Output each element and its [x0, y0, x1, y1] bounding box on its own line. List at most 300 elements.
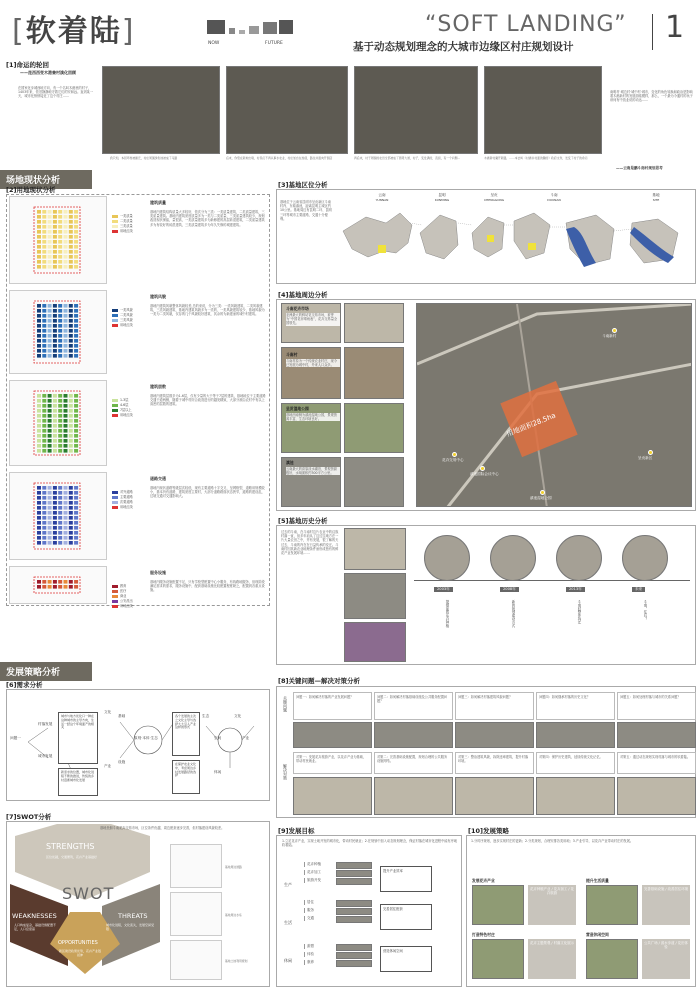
building-cell: [48, 541, 52, 545]
fate-photo-1: [102, 66, 220, 154]
building-cell: [69, 419, 73, 423]
legend-label: 二类质量: [120, 219, 133, 223]
building-cell: [74, 409, 78, 413]
building-cell: [53, 324, 57, 328]
goal-subitem: 康养: [304, 960, 314, 965]
goal-photo: [336, 878, 372, 885]
building-cell: [64, 255, 68, 259]
building-cell: [37, 240, 41, 244]
building-cell: [74, 344, 78, 348]
keyissue-question-1: 问题一：如何解决村落的产业发展问题？: [293, 692, 372, 720]
building-cell: [53, 329, 57, 333]
header-divider: [652, 14, 653, 50]
building-cell: [64, 394, 68, 398]
fate-intro-text: 在国家化步城西地方向，有一个名叫木港里的村子，1403年来，依旧静静地守着它们的安和远。直到某一天，城市化悄悄接近了这个村庄……: [18, 86, 94, 99]
legend-label: 教育: [120, 584, 127, 588]
location-place-site: [636, 193, 676, 202]
landuse-label: [2]用地现状分析: [6, 186, 56, 194]
swot-intro: 基地坐拥斗南花卉交易市场，区位条件优越，周边配套逐步完善，但村落建设风貌较差。: [100, 826, 225, 830]
building-cell: [53, 235, 57, 239]
building-cell: [48, 526, 52, 530]
building-cell: [42, 449, 46, 453]
legend-swatch: [112, 324, 118, 327]
building-cell: [69, 501, 73, 505]
building-cell: [53, 304, 57, 308]
building-cell: [48, 404, 52, 408]
building-cell: [69, 531, 73, 535]
building-cell: [58, 491, 62, 495]
devstrat-item-text: 完善基础设施 / 改善居住环境: [642, 885, 690, 925]
building-cell: [74, 444, 78, 448]
demand-node: 设施: [118, 760, 126, 764]
demand-node: 城市发展: [38, 754, 53, 758]
place-cn: 斗南: [550, 193, 558, 197]
building-cell: [58, 419, 62, 423]
building-cell: [74, 536, 78, 540]
surround-photo-6: [344, 347, 404, 399]
building-cell: [42, 324, 46, 328]
building-cell: [64, 349, 68, 353]
building-cell: [58, 255, 62, 259]
building-cell: [37, 230, 41, 234]
building-cell: [69, 210, 73, 214]
building-cell: [69, 585, 73, 589]
fate-caption-4: 木港新村魔开新路，……本去叫《村港书村面的魏的》政府文件，发变了村子的命运: [484, 156, 588, 160]
landuse-map-2: [9, 290, 107, 374]
demand-node: 原则·本体·生态: [134, 736, 158, 740]
legend-label: 主要道路: [120, 495, 133, 499]
building-cell: [74, 220, 78, 224]
building-cell: [53, 220, 57, 224]
building-cell: [74, 521, 78, 525]
building-cell: [53, 541, 57, 545]
legend-swatch: [112, 230, 118, 233]
building-cell: [64, 215, 68, 219]
demand-node: 产业: [242, 736, 250, 740]
goal-subitem: 服务: [304, 908, 314, 913]
site-area-label: 用地面积28.5ha: [505, 411, 557, 439]
building-cell: [37, 536, 41, 540]
building-cell: [42, 424, 46, 428]
building-cell: [37, 260, 41, 264]
building-cell: [53, 245, 57, 249]
building-cell: [48, 319, 52, 323]
history-photo-3: [344, 622, 406, 662]
building-cell: [37, 516, 41, 520]
landuse-legend-3: [112, 398, 146, 418]
page-number: 1: [665, 10, 685, 45]
building-cell: [74, 439, 78, 443]
swot-center: SWOT: [62, 884, 115, 903]
building-cell: [64, 511, 68, 515]
legend-label: 公安派出: [120, 599, 133, 603]
building-cell: [42, 314, 46, 318]
site-analysis-bar: 场地现状分析: [0, 170, 92, 189]
building-cell: [69, 344, 73, 348]
building-cell: [74, 309, 78, 313]
building-cell: [74, 245, 78, 249]
building-cell: [74, 541, 78, 545]
building-cell: [53, 526, 57, 530]
fate-label: [1]命运的轮回: [6, 61, 49, 69]
legend-row: [112, 323, 146, 328]
building-cell: [37, 429, 41, 433]
building-cell: [37, 215, 41, 219]
location-label: [3]基地区位分析: [278, 181, 328, 189]
building-cell: [53, 516, 57, 520]
devstrat-item-text: 花卉主题景观 / 村落文化展示: [528, 939, 576, 979]
subtitle: 基于动态规划理念的大城市边缘区村庄规划设计: [353, 41, 574, 53]
building-cell: [64, 501, 68, 505]
history-caption: 提提前的花卉种植: [445, 600, 449, 628]
building-cell: [53, 580, 57, 584]
building-cell: [37, 319, 41, 323]
swot-strengths-text: 区位优越，交通便利，花卉产业基础好: [46, 855, 98, 859]
building-cell: [42, 526, 46, 530]
keyissue-solution-photo: [374, 777, 453, 815]
building-cell: [53, 496, 57, 500]
goal-photo: [336, 900, 372, 907]
swot-map-2: [170, 892, 222, 936]
building-cell: [48, 220, 52, 224]
building-cell: [48, 521, 52, 525]
building-cell: [53, 240, 57, 244]
place-cn: 基地: [652, 193, 660, 197]
fate-end-caption: ——云南是鹏斗南村规划思考: [616, 166, 663, 170]
history-photo-2: [344, 573, 406, 619]
devstrat-photo: [586, 885, 638, 925]
building-cell: [58, 220, 62, 224]
landuse-map-svg: [10, 381, 107, 466]
devstrat-item-text: 花卉种植产业 / 花卉加工 / 花卉旅游: [528, 885, 576, 925]
demand-box-2: 新需求的位置，城市化进程不断的推进，传统的乡村逐渐城市化发展: [58, 768, 98, 796]
building-cell: [48, 424, 52, 428]
building-cell: [37, 414, 41, 418]
demand-node: 休闲: [214, 770, 222, 774]
building-cell: [48, 314, 52, 318]
surround-item-text: 基地西南侧为滇池湿地公园，景观资源丰富，生态环境良好。: [286, 413, 340, 421]
building-cell: [42, 506, 46, 510]
building-cell: [74, 260, 78, 264]
building-cell: [64, 419, 68, 423]
surround-item-title: 斗南花卉市场: [286, 306, 309, 311]
building-cell: [37, 491, 41, 495]
building-cell: [48, 225, 52, 229]
building-cell: [48, 215, 52, 219]
building-cell: [58, 309, 62, 313]
keyissue-solution-4: 对策四：保护历史建筑，延续传统文化记忆。: [536, 752, 615, 774]
building-cell: [48, 230, 52, 234]
goal-box: 完善居住配套: [380, 904, 432, 930]
building-cell: [48, 414, 52, 418]
building-cell: [37, 424, 41, 428]
building-cell: [69, 250, 73, 254]
building-cell: [74, 349, 78, 353]
building-cell: [58, 210, 62, 214]
building-cell: [37, 354, 41, 358]
landuse-map-5: [9, 566, 107, 604]
title-cn-text: 软着陆: [25, 14, 122, 49]
building-cell: [42, 210, 46, 214]
swot-opportunities-text: 新区建设政策优势，花卉产业链延伸: [58, 949, 101, 957]
legend-swatch: [112, 600, 118, 603]
demand-node: 村落发展: [38, 722, 53, 726]
keyissue-question-3: 问题三：如何解决村落建筑风貌问题？: [455, 692, 534, 720]
building-cell: [74, 429, 78, 433]
building-cell: [42, 414, 46, 418]
devstrat-item-title: 营造休闲空间: [586, 932, 609, 937]
building-cell: [53, 210, 57, 214]
keyissue-solution-5: 对策五：通过动态规划实现村落与城市的软着陆。: [617, 752, 696, 774]
building-cell: [58, 580, 62, 584]
legend-label: 用地红线: [120, 323, 133, 327]
building-cell: [58, 245, 62, 249]
building-cell: [48, 434, 52, 438]
building-cell: [69, 314, 73, 318]
building-cell: [37, 399, 41, 403]
building-cell: [74, 531, 78, 535]
keyissue-row-solution: 解决对策: [283, 764, 288, 780]
devstrat-item-text: 公共广场 / 滨水步道 / 花田体验: [642, 939, 690, 979]
building-cell: [37, 439, 41, 443]
building-cell: [69, 444, 73, 448]
building-cell: [37, 245, 41, 249]
building-cell: [64, 506, 68, 510]
building-cell: [58, 324, 62, 328]
building-cell: [48, 240, 52, 244]
building-cell: [69, 511, 73, 515]
building-cell: [69, 404, 73, 408]
building-cell: [69, 521, 73, 525]
building-cell: [37, 486, 41, 490]
building-cell: [42, 339, 46, 343]
building-cell: [69, 516, 73, 520]
building-cell: [69, 394, 73, 398]
aerial-overlay: [417, 304, 692, 507]
building-cell: [74, 354, 78, 358]
building-cell: [64, 265, 68, 269]
devstrat-photo: [586, 939, 638, 979]
building-cell: [69, 329, 73, 333]
china-map: [343, 213, 412, 257]
building-cell: [53, 506, 57, 510]
keyissue-question-4: 问题四：如何继承村落的历史文化？: [536, 692, 615, 720]
goal-photo: [336, 870, 372, 877]
building-cell: [42, 419, 46, 423]
building-cell: [58, 434, 62, 438]
building-cell: [48, 210, 52, 214]
legend-label: 一类质量: [120, 214, 133, 218]
building-cell: [74, 491, 78, 495]
surround-photo-8: [344, 457, 404, 507]
timeline-future: FUTURE: [265, 41, 283, 46]
legend-row: [112, 229, 146, 234]
building-cell: [37, 334, 41, 338]
legend-label: 次要道路: [120, 500, 133, 504]
building-cell: [64, 439, 68, 443]
building-cell: [37, 531, 41, 535]
building-cell: [42, 501, 46, 505]
swot-weaknesses: WEAKNESSES: [12, 912, 57, 920]
legend-swatch: [112, 319, 118, 322]
title-cn: [软着陆]: [12, 14, 136, 49]
building-cell: [69, 304, 73, 308]
place-cn: 呈贡: [490, 193, 498, 197]
building-cell: [42, 230, 46, 234]
building-cell: [58, 521, 62, 525]
building-cell: [64, 585, 68, 589]
building-cell: [58, 501, 62, 505]
building-cell: [42, 225, 46, 229]
building-cell: [64, 319, 68, 323]
building-cell: [69, 309, 73, 313]
demand-node: 空间: [214, 736, 222, 740]
keyissue-row-problem: 关键问题: [283, 696, 288, 712]
goal-category: 生产: [284, 882, 292, 887]
building-cell: [74, 526, 78, 530]
building-cell: [42, 349, 46, 353]
building-cell: [37, 349, 41, 353]
building-cell: [37, 541, 41, 545]
building-cell: [42, 434, 46, 438]
building-cell: [42, 486, 46, 490]
keyissue-solution-1: 对策一：发展花卉旅游产业，以花卉产业为基础，带动村民就业。: [293, 752, 372, 774]
building-cell: [69, 245, 73, 249]
keyissue-photo: [293, 722, 372, 748]
building-cell: [42, 511, 46, 515]
building-cell: [37, 434, 41, 438]
building-cell: [64, 580, 68, 584]
building-cell: [74, 240, 78, 244]
keyissue-label: [8]关键问题—解决对策分析: [278, 677, 360, 685]
landuse-map-svg: [10, 473, 107, 560]
goal-subitem: 交通: [304, 916, 314, 921]
demand-node: 文化: [234, 714, 242, 718]
building-cell: [64, 329, 68, 333]
building-cell: [42, 329, 46, 333]
building-cell: [37, 250, 41, 254]
swot-map-caption-1: 基地周边道路: [225, 865, 242, 869]
legend-swatch: [112, 225, 118, 228]
building-cell: [48, 329, 52, 333]
building-cell: [37, 506, 41, 510]
swot-threats-text: 城市化进程，文化流失，发展空间受限: [106, 923, 155, 931]
history-year: 2003年: [434, 587, 453, 592]
building-cell: [53, 334, 57, 338]
building-cell: [37, 526, 41, 530]
surround-photo-5: [344, 303, 404, 343]
building-cell: [48, 496, 52, 500]
legend-label: 医疗: [120, 589, 127, 593]
building-cell: [53, 250, 57, 254]
building-cell: [64, 245, 68, 249]
building-cell: [42, 585, 46, 589]
building-cell: [48, 309, 52, 313]
building-cell: [53, 255, 57, 259]
building-cell: [69, 265, 73, 269]
fate-photo-2: [226, 66, 348, 154]
landuse-legend-4: [112, 490, 146, 510]
building-cell: [53, 399, 57, 403]
building-cell: [64, 399, 68, 403]
devstrat-item-title: 发展花卉产业: [472, 878, 495, 883]
building-cell: [48, 501, 52, 505]
building-cell: [37, 304, 41, 308]
legend-swatch: [112, 215, 118, 218]
building-cell: [53, 225, 57, 229]
legend-label: 一类风貌: [120, 308, 133, 312]
landuse-map-3: [9, 380, 107, 466]
building-cell: [37, 329, 41, 333]
place-en: YUNNAN: [375, 198, 389, 202]
legend-swatch: [112, 506, 118, 509]
swot-label: [7]SWOT分析: [6, 813, 52, 821]
strategy-bar: 发展策略分析: [0, 662, 92, 681]
building-cell: [48, 531, 52, 535]
building-cell: [42, 496, 46, 500]
goal-subitem: 花卉种植: [304, 862, 321, 867]
building-cell: [69, 486, 73, 490]
building-cell: [42, 541, 46, 545]
building-cell: [69, 580, 73, 584]
building-cell: [37, 235, 41, 239]
keyissue-solution-photo: [293, 777, 372, 815]
goal-category: 生活: [284, 920, 292, 925]
legend-swatch: [112, 220, 118, 223]
building-cell: [53, 319, 57, 323]
building-cell: [74, 230, 78, 234]
poi-marker-icon: [540, 490, 545, 495]
building-cell: [53, 429, 57, 433]
legend-row: [112, 413, 146, 418]
goal-subitem: 花卉加工: [304, 870, 321, 875]
building-cell: [74, 419, 78, 423]
building-cell: [74, 215, 78, 219]
swot-threats: THREATS: [118, 912, 148, 920]
yunnan-highlight: [378, 245, 386, 253]
goals-label: [9]发展目标: [278, 827, 315, 835]
building-cell: [42, 255, 46, 259]
history-intro: 过去的斗南，在斗南村这片农业中的汉族村落一直，但多年前从了这过往地方在一片大量农田之中，并有发展，很了解的天过去，斗南的内在在日益传承的变迁。斗南村因其新农业地理条件而形成独有的鲜花产业发展环境……: [281, 530, 339, 556]
legend-swatch: [112, 605, 118, 608]
place-en: DOUNAN: [547, 198, 561, 202]
building-cell: [74, 225, 78, 229]
building-cell: [48, 585, 52, 589]
building-cell: [74, 434, 78, 438]
landuse-map-svg: [10, 291, 107, 374]
devstrat-photo: [472, 939, 524, 979]
devstrat-item-title: 打造特色村庄: [472, 932, 495, 937]
building-cell: [37, 314, 41, 318]
building-cell: [69, 255, 73, 259]
demand-node: 文化: [104, 710, 112, 714]
building-cell: [37, 394, 41, 398]
building-cell: [53, 521, 57, 525]
building-cell: [42, 265, 46, 269]
building-cell: [58, 531, 62, 535]
demand-node: 问题一: [10, 736, 21, 740]
building-cell: [48, 399, 52, 403]
legend-label: 对外道路: [120, 490, 133, 494]
building-cell: [69, 260, 73, 264]
surround-item-text: 斗南村原为一个传统农业村庄，现今已发展为城中村，外来人口众多。: [286, 359, 340, 367]
building-cell: [69, 324, 73, 328]
building-cell: [74, 329, 78, 333]
building-cell: [64, 250, 68, 254]
building-cell: [58, 511, 62, 515]
building-cell: [74, 496, 78, 500]
building-cell: [64, 304, 68, 308]
